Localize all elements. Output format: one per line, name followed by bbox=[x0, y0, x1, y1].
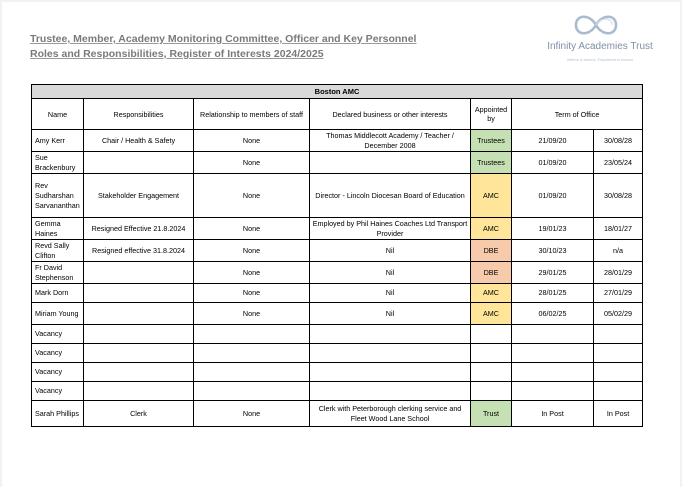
cell-declared: Clerk with Peterborough clerking service and Fleet Wood Lane School bbox=[310, 401, 471, 427]
table-row bbox=[32, 303, 643, 325]
cell-responsibilities bbox=[84, 325, 194, 344]
cell-declared: Employed by Phil Haines Coaches Ltd Transport Provider bbox=[310, 218, 471, 240]
table-row bbox=[32, 152, 643, 174]
cell-term-start: 30/10/23 bbox=[512, 240, 594, 262]
cell-name: Sarah Phillips bbox=[32, 401, 84, 427]
title-line-2: Roles and Responsibilities, Register of Interests 2024/2025 bbox=[30, 48, 324, 60]
cell-term-end: 23/05/24 bbox=[594, 152, 643, 174]
cell-appointed: DBE bbox=[471, 240, 512, 262]
cell-declared bbox=[310, 152, 471, 174]
cell-term-start: 29/01/25 bbox=[512, 262, 594, 284]
cell-responsibilities: Resigned Effective 21.8.2024 bbox=[84, 218, 194, 240]
cell-name: Miriam Young bbox=[32, 303, 84, 325]
cell-declared bbox=[310, 363, 471, 382]
cell-declared: Nil bbox=[310, 284, 471, 303]
register-table bbox=[31, 84, 643, 427]
cell-term-end: 18/01/27 bbox=[594, 218, 643, 240]
cell-relationship: None bbox=[194, 401, 310, 427]
cell-term-end: 27/01/29 bbox=[594, 284, 643, 303]
cell-appointed bbox=[471, 344, 512, 363]
cell-term-end: 28/01/29 bbox=[594, 262, 643, 284]
col-header-declared: Declared business or other interests bbox=[310, 99, 471, 130]
cell-appointed: DBE bbox=[471, 262, 512, 284]
cell-name: Gemma Haines bbox=[32, 218, 84, 240]
trust-logo bbox=[534, 10, 662, 70]
cell-responsibilities bbox=[84, 152, 194, 174]
cell-term-end bbox=[594, 344, 643, 363]
cell-term-start: In Post bbox=[512, 401, 594, 427]
document-page bbox=[2, 2, 680, 487]
table-group-header bbox=[32, 85, 643, 99]
cell-term-start bbox=[512, 363, 594, 382]
cell-relationship: None bbox=[194, 303, 310, 325]
table-column-headers bbox=[32, 99, 643, 130]
table-row bbox=[32, 401, 643, 427]
cell-term-start: 01/09/20 bbox=[512, 152, 594, 174]
cell-name: Vacancy bbox=[32, 382, 84, 401]
cell-relationship bbox=[194, 363, 310, 382]
cell-term-end bbox=[594, 325, 643, 344]
logo-name: Infinity Academies Trust bbox=[547, 41, 653, 52]
cell-appointed bbox=[471, 382, 512, 401]
table-row bbox=[32, 325, 643, 344]
cell-responsibilities bbox=[84, 382, 194, 401]
table-row bbox=[32, 218, 643, 240]
title-line-1: Trustee, Member, Academy Monitoring Committee, Officer and Key Personnel bbox=[30, 33, 417, 45]
cell-relationship: None bbox=[194, 240, 310, 262]
table-row bbox=[32, 262, 643, 284]
cell-name: Revd Sally Clifton bbox=[32, 240, 84, 262]
cell-appointed: AMC bbox=[471, 284, 512, 303]
cell-relationship: None bbox=[194, 152, 310, 174]
cell-term-end: In Post bbox=[594, 401, 643, 427]
cell-name: Rev Sudharshan Sarvananthan bbox=[32, 174, 84, 218]
cell-declared: Director - Lincoln Diocesan Board of Education bbox=[310, 174, 471, 218]
cell-term-start: 19/01/23 bbox=[512, 218, 594, 240]
table-row bbox=[32, 382, 643, 401]
cell-responsibilities: Chair / Health & Safety bbox=[84, 130, 194, 152]
cell-appointed bbox=[471, 363, 512, 382]
cell-term-end: 30/08/28 bbox=[594, 174, 643, 218]
cell-term-end: n/a bbox=[594, 240, 643, 262]
cell-name: Vacancy bbox=[32, 344, 84, 363]
cell-term-start bbox=[512, 325, 594, 344]
cell-name: Fr David Stephenson bbox=[32, 262, 84, 284]
cell-relationship: None bbox=[194, 262, 310, 284]
cell-responsibilities bbox=[84, 363, 194, 382]
cell-appointed: AMC bbox=[471, 174, 512, 218]
cell-appointed: AMC bbox=[471, 218, 512, 240]
cell-declared bbox=[310, 382, 471, 401]
col-header-name: Name bbox=[32, 99, 84, 130]
cell-appointed: Trustees bbox=[471, 130, 512, 152]
infinity-logo-icon bbox=[568, 10, 624, 40]
cell-declared: Nil bbox=[310, 262, 471, 284]
cell-relationship: None bbox=[194, 284, 310, 303]
cell-term-start: 21/09/20 bbox=[512, 130, 594, 152]
cell-term-end: 05/02/29 bbox=[594, 303, 643, 325]
cell-responsibilities bbox=[84, 284, 194, 303]
cell-responsibilities: Clerk bbox=[84, 401, 194, 427]
cell-responsibilities: Stakeholder Engagement bbox=[84, 174, 194, 218]
cell-term-start: 06/02/25 bbox=[512, 303, 594, 325]
cell-responsibilities bbox=[84, 262, 194, 284]
table-row bbox=[32, 130, 643, 152]
cell-appointed bbox=[471, 325, 512, 344]
cell-name: Vacancy bbox=[32, 363, 84, 382]
cell-appointed: AMC bbox=[471, 303, 512, 325]
cell-name: Vacancy bbox=[32, 325, 84, 344]
table-row bbox=[32, 363, 643, 382]
cell-term-end bbox=[594, 363, 643, 382]
group-title: Boston AMC bbox=[32, 85, 643, 99]
cell-declared bbox=[310, 325, 471, 344]
cell-relationship bbox=[194, 382, 310, 401]
document-title bbox=[30, 32, 416, 62]
cell-term-start bbox=[512, 344, 594, 363]
cell-declared: Nil bbox=[310, 303, 471, 325]
cell-name: Mark Dorn bbox=[32, 284, 84, 303]
table-row bbox=[32, 240, 643, 262]
cell-term-start: 28/01/25 bbox=[512, 284, 594, 303]
logo-tagline: Believe to achieve, Empowered to Ascend bbox=[567, 58, 633, 62]
cell-appointed: Trust bbox=[471, 401, 512, 427]
cell-relationship: None bbox=[194, 130, 310, 152]
cell-appointed: Trustees bbox=[471, 152, 512, 174]
col-header-relationship: Relationship to members of staff bbox=[194, 99, 310, 130]
cell-responsibilities bbox=[84, 303, 194, 325]
cell-relationship: None bbox=[194, 174, 310, 218]
cell-term-end: 30/08/28 bbox=[594, 130, 643, 152]
cell-declared bbox=[310, 344, 471, 363]
table-row bbox=[32, 174, 643, 218]
col-header-responsibilities: Responsibilities bbox=[84, 99, 194, 130]
cell-relationship bbox=[194, 344, 310, 363]
cell-declared: Thomas Middlecott Academy / Teacher / December 2008 bbox=[310, 130, 471, 152]
cell-name: Sue Brackenbury bbox=[32, 152, 84, 174]
cell-term-end bbox=[594, 382, 643, 401]
cell-relationship: None bbox=[194, 218, 310, 240]
cell-responsibilities: Resigned effective 31.8.2024 bbox=[84, 240, 194, 262]
col-header-appointed: Appointed by bbox=[471, 99, 512, 130]
col-header-term: Term of Office bbox=[512, 99, 643, 130]
table-row bbox=[32, 284, 643, 303]
cell-term-start bbox=[512, 382, 594, 401]
cell-responsibilities bbox=[84, 344, 194, 363]
cell-relationship bbox=[194, 325, 310, 344]
cell-declared: Nil bbox=[310, 240, 471, 262]
table-row bbox=[32, 344, 643, 363]
cell-term-start: 01/09/20 bbox=[512, 174, 594, 218]
cell-name: Amy Kerr bbox=[32, 130, 84, 152]
